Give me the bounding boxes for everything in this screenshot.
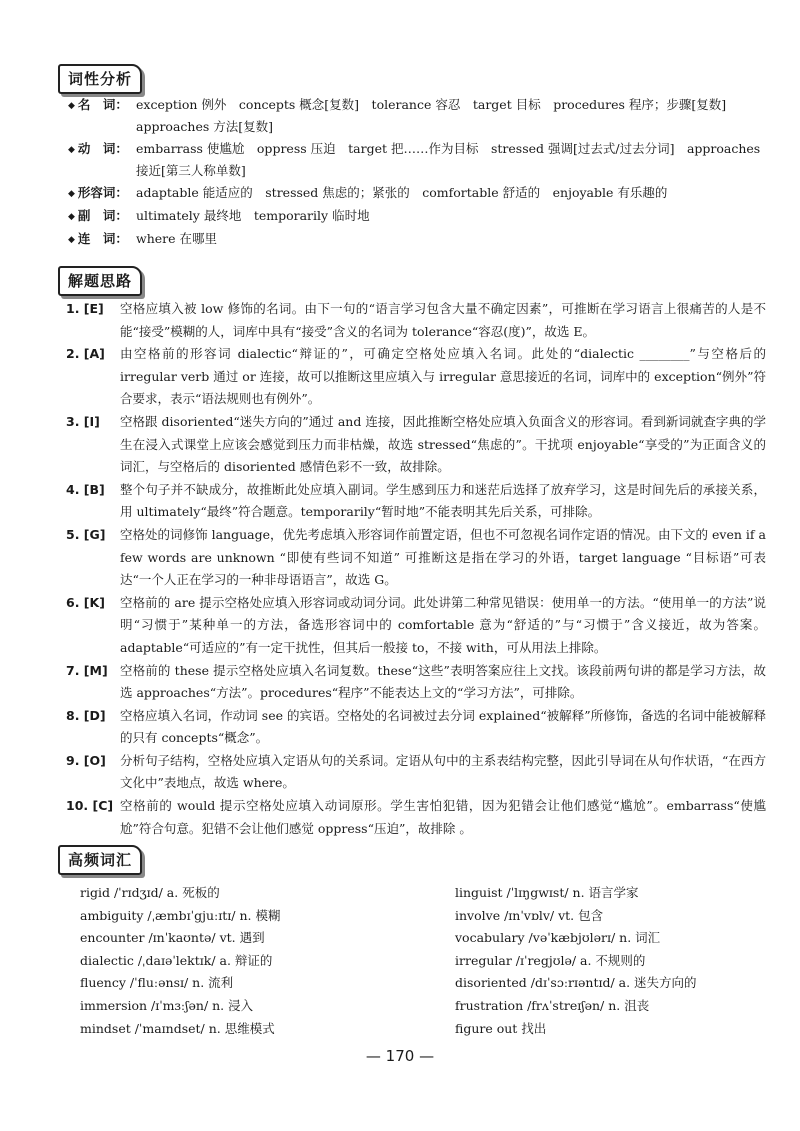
answer-number: 3. [I] — [66, 413, 100, 429]
vocab-item: irregular /ɪˈregjʊlə/ a. 不规则的 — [455, 952, 646, 968]
pos-label: 形容词： — [77, 185, 128, 200]
vocab-list-right — [455, 882, 775, 1040]
answer-item — [66, 298, 766, 343]
pos-text: adaptable 能适应的 stressed 焦虑的；紧张的 comfortable 舒适的 enjoyable 有乐趣的 — [136, 185, 668, 200]
answer-text: 分析句子结构，空格处应填入定语从句的关系词。定语从句中的主系表结构完整，因此引导词在从句作状语，“在西方文化中”表地点，故选 where。 — [120, 752, 766, 791]
answer-text: 空格应填入被 low 修饰的名词。由下一句的“语言学习包含大量不确定因素”，可推断在学习语言上很痛苦的人是不能“接受”模糊的人，词库中具有“接受”含义的名词为 tolerance“容忍(度)”，故选 E。 — [120, 301, 766, 339]
vocab-item: rigid /ˈrɪdʒɪd/ a. 死板的 — [80, 885, 220, 900]
pos-row-adjective — [68, 182, 768, 205]
diamond-bullet-icon: ◆ — [68, 189, 75, 199]
vocab-item: figure out 找出 — [455, 1020, 547, 1036]
answer-item — [66, 592, 766, 660]
answer-number: 8. [D] — [66, 707, 106, 723]
vocab-item: vocabulary /vəˈkæbjʊlərɪ/ n. 词汇 — [455, 930, 661, 946]
vocab-item: mindset /ˈmaɪndset/ n. 思维模式 — [80, 1020, 275, 1036]
answer-number: 10. [C] — [66, 798, 114, 814]
pos-label: 名 词： — [77, 97, 128, 112]
vocab-item: encounter /ɪnˈkaʊntə/ vt. 遇到 — [80, 930, 265, 946]
answer-text: 空格前的 these 提示空格处应填入名词复数。these“这些”表明答案应往上文找。该段前两句讲的都是学习方法，故选 approaches“方法”。procedures“程序”不能表达上文的“学习方法”，可排除。 — [120, 662, 766, 701]
page-number: — 170 — — [365, 1047, 435, 1065]
answer-item — [66, 411, 766, 479]
answer-text: 空格前的 would 提示空格处应填入动词原形。学生害怕犯错，因为犯错会让他们感觉“尴尬”。embarrass“使尴尬”符合句意。犯错不会让他们感觉 oppress“压迫”，故排除 。 — [120, 798, 766, 836]
answer-text: 空格跟 disoriented“迷失方向的”通过 and 连接，因此推断空格处应填入负面含义的形容词。看到新词就查字典的学生在浸入式课堂上应该会感觉到压力而非枯燥，故选 stressed“焦虑的”。干扰项 enjoyable“享受的”为正面含义的词汇，与空格后的 disoriented 感情色彩不一致，故排除。 — [120, 413, 766, 475]
pos-row-conjunction — [68, 228, 768, 251]
vocab-list-left — [80, 882, 430, 1040]
vocab-item: fluency /ˈfluːənsɪ/ n. 流利 — [80, 975, 234, 991]
answer-number: 7. [M] — [66, 662, 108, 678]
answer-item — [66, 795, 766, 840]
vocab-item: dialectic /ˌdaɪəˈlektɪk/ a. 辩证的 — [80, 952, 273, 968]
vocab-item: linguist /ˈlɪŋgwɪst/ n. 语言学家 — [455, 885, 639, 900]
answer-item — [66, 660, 766, 705]
diamond-bullet-icon: ◆ — [68, 101, 75, 111]
pos-text: exception 例外 concepts 概念[复数] tolerance 容忍 target 目标 procedures 程序；步骤[复数] approaches 方法[复数] — [136, 97, 739, 134]
pos-text: where 在哪里 — [136, 231, 217, 246]
answer-item — [66, 705, 766, 750]
pos-label: 副 词： — [77, 208, 128, 223]
pos-label: 连 词： — [77, 231, 128, 246]
pos-row-adverb — [68, 205, 768, 228]
answer-text: 由空格前的形容词 dialectic“辩证的”，可确定空格处应填入名词。此处的“dialectic ________”与空格后的 irregular verb 通过 or 连接，故可以推断这里应填入与 irregular 意思接近的名词，词库中的 exception“例外”符合要求，表示“语法规则也有例外”。 — [120, 346, 766, 407]
answer-number: 9. [O] — [66, 752, 106, 768]
answer-number: 6. [K] — [66, 594, 105, 610]
answer-analysis-list — [66, 298, 766, 840]
answer-text: 整个句子并不缺成分，故推断此处应填入副词。学生感到压力和迷茫后选择了放弃学习，这是时间先后的承接关系，用 ultimately“最终”符合题意。temporarily“暂时地”不能表明其先后关系，可排除。 — [120, 481, 766, 520]
answer-number: 4. [B] — [66, 481, 105, 497]
answer-text: 空格前的 are 提示空格处应填入形容词或动词分词。此处讲第二种常见错误：使用单一的方法。“使用单一的方法”说明“习惯于”某种单一的方法，备选形容词中的 comfortable 意为“舒适的”与“习惯于”含义接近，故为答案。adaptable“可适应的”有一定干扰性，但其后一般接 to，不接 with，可从用法上排除。 — [120, 594, 766, 655]
answer-item — [66, 343, 766, 411]
answer-number: 1. [E] — [66, 301, 104, 316]
answer-number: 5. [G] — [66, 526, 106, 542]
answer-text: 空格处的词修饰 language，优先考虑填入形容词作前置定语，但也不可忽视名词作定语的情况。由下文的 even if a few words are unknown “即使有些词不知道” 可推断这是指在学习的外语，target language “目标语”可表达“一个人正在学习的一种非母语语言”，故选 G。 — [120, 526, 766, 588]
answer-item — [66, 524, 766, 592]
answer-item — [66, 750, 766, 795]
pos-analysis-list — [68, 94, 768, 251]
diamond-bullet-icon: ◆ — [68, 145, 75, 155]
section-title-vocab: 高频词汇 — [58, 845, 142, 875]
vocab-item: disoriented /dɪˈsɔːrɪəntɪd/ a. 迷失方向的 — [455, 975, 697, 991]
vocab-item: ambiguity /ˌæmbɪˈgjuːɪtɪ/ n. 模糊 — [80, 907, 281, 923]
section-title-pos: 词性分析 — [58, 64, 142, 94]
diamond-bullet-icon: ◆ — [68, 235, 75, 245]
answer-text: 空格应填入名词，作动词 see 的宾语。空格处的名词被过去分词 explained“被解释”所修饰，备选的名词中能被解释的只有 concepts“概念”。 — [120, 707, 766, 746]
pos-row-verb — [68, 138, 768, 182]
pos-row-noun — [68, 94, 768, 138]
pos-text: embarrass 使尴尬 oppress 压迫 target 把……作为目标 stressed 强调[过去式/过去分词] approaches 接近[第三人称单数] — [136, 141, 761, 178]
diamond-bullet-icon: ◆ — [68, 212, 75, 222]
vocab-item: frustration /frʌˈstreɪʃən/ n. 沮丧 — [455, 997, 650, 1013]
vocab-item: involve /ɪnˈvɒlv/ vt. 包含 — [455, 907, 604, 923]
vocab-item: immersion /ɪˈmɜːʃən/ n. 浸入 — [80, 997, 254, 1013]
answer-number: 2. [A] — [66, 346, 105, 362]
section-title-analysis: 解题思路 — [58, 266, 142, 296]
pos-label: 动 词： — [77, 141, 128, 156]
answer-item — [66, 479, 766, 524]
pos-text: ultimately 最终地 temporarily 临时地 — [136, 208, 370, 223]
